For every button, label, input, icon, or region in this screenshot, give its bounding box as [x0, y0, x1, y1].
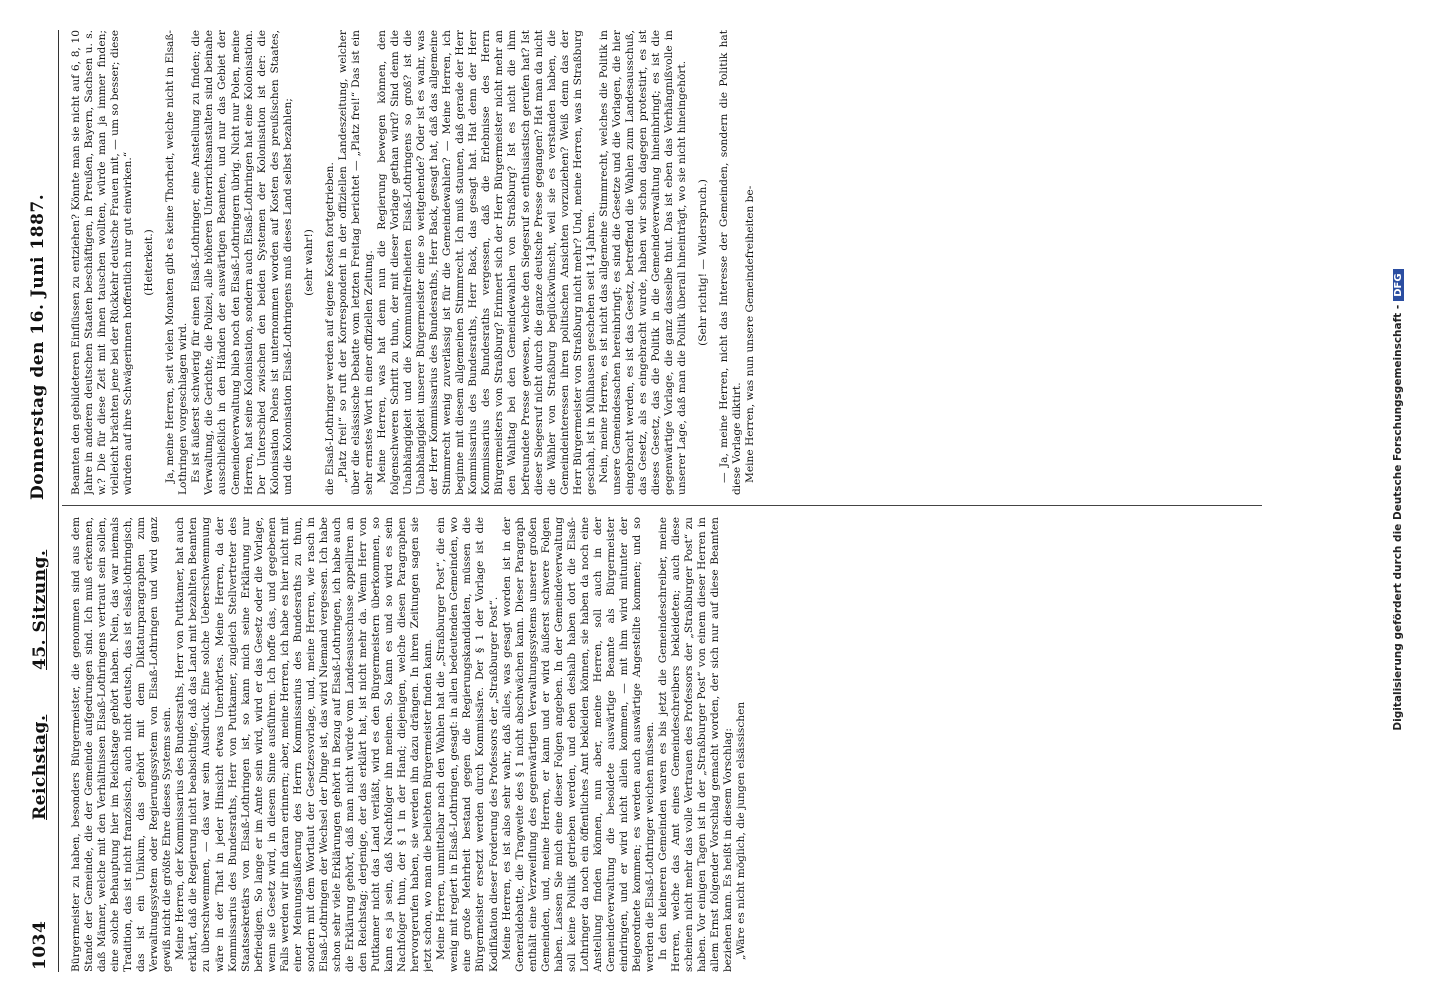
right-column [70, 30, 1250, 495]
dfg-logo: DFG [1393, 269, 1404, 300]
paragraph: Meine Herren, es ist also sehr wahr, daß alles, was gesagt worden ist in der Generaldebatte, die Tragweite des § 1 nicht abschwächen kann. Dieser Paragraph enthält eine Verzweiflung des gegenwärtigen Verwaltungssystems unserer großen Gemeinden, und, meine Herren, er kann und er wird äußerst schwere Folgen haben. Lassen Sie mich eine dieser Folgen angeben. In der Gemeindeverwaltung soll keine Politik getrieben werden, und eben deshalb haben dort die Elsaß-Lothringer da noch ein öffentliches Amt bekleiden können, sie haben da noch eine Anstellung finden können, nun aber, meine Herren, soll auch in der Gemeindeverwaltung die besoldete auswärtige Beamte als Bürgermeister eindringen, und er wird nicht allein kommen, — mit ihm wird mitunter der Beigeordnete kommen; es werden auch auswärtige Angestellte kommen; und so werden die Elsaß-Lothringer weichen müssen. [500, 517, 657, 972]
paragraph: — Ja, meine Herren, nicht das Interesse der Gemeinden, sondern die Politik hat diese Vorlage diktirt. [718, 30, 744, 495]
header-session: 45. Sitzung. [30, 549, 50, 670]
paragraph: die Elsaß-Lothringer werden auf eigene Kosten fortgetrieben. [323, 162, 336, 495]
stage-direction: (sehr wahr!) [302, 229, 315, 296]
page-header [22, 30, 62, 970]
paragraph: „Platz frei!“ so ruft der Korrespondent in der offiziellen Landeszeitung, welcher über die elsässische Debatte vom letzten Freitag berichtet — „Platz frei!“ Das ist ein sehr ernstes Wort in einer offiziellen Zeitung. [336, 30, 375, 495]
quote-paragraph: Beamten den gebildeteren Einflüssen zu entziehen? Könnte man sie nicht auf 6, 8, 10 Jahre in anderen deutschen Staaten beschäftigen, in Preußen, Bayern, Sachsen u. s. w.? Die für diese Zeit mit ihnen tauschen wollten, würde man ja immer finden; vielleicht brächten jene bei der Rückkehr deutsche Frauen mit, — um so besser; diese würden auf ihre Schwägerinnen hoffentlich nur gut einwirken.“ [70, 30, 135, 495]
paragraph: Meine Herren, was nun unsere Gemeindefreiheiten be- [744, 185, 757, 483]
stage-direction: (Heiterkeit.) [143, 229, 156, 296]
paragraph: Ja, meine Herren, seit vielen Monaten gibt es keine Thorheit, welche nicht in Elsaß-Lothringen vorgeschlagen wird. [164, 30, 190, 495]
paragraph: Nein, meine Herren, es ist nicht das allgemeine Stimmrecht, welches die Politik in unsere Gemeindesachen hereinbringt; es sind die Gesetze und die Vorlagen, die hier eingebracht werden, es ist das Gesetz, betreffend die Wahlen zum Landesausschuß, das Gesetz, als es eingebracht wurde, haben wir schon dagegen protestirt, es ist dieses Gesetz, das die Politik in die Gemeindeverwaltung hineinbringt; es ist die gegenwärtige Vorlage, die ganz dasselbe thut. Das ist eben das Verhängnißvolle in unserer Lage, daß man die Politik überall hineinträgt, wo sie nicht hineingehört. [597, 30, 689, 495]
paragraph: Es ist äußerst schwierig für einen Elsaß-Lothringer, eine Anstellung zu finden; die Verwaltung, die Gerichte, die Polizei, alle höheren Unterrichtsanstalten sind beinahe ausschließlich in den Händen der auswärtigen Beamten, und nur das Gebiet der Gemeindeverwaltung blieb noch den Elsaß-Lothringern übrig. Nicht nur Polen, meine Herren, hat seine Kolonisation, sondern auch Elsaß-Lothringen hat eine Kolonisation. Der Unterschied zwischen den beiden Systemen der Kolonisation ist der: die Kolonisation Polens ist unternommen worden auf Kosten des preußischen Staates, und die Kolonisation Elsaß-Lothringens muß dieses Land selbst bezahlen; [190, 30, 294, 495]
credit-text: Digitalisierung gefördert durch die Deutsche Forschungsgemeinschaft - [1392, 304, 1404, 731]
digitization-credit [1392, 20, 1404, 980]
header-body-name: Reichstag. [30, 714, 50, 820]
paragraph: Meine Herren, was hat denn nun die Regierung bewegen können, den folgenschweren Schritt zu thun, der mit dieser Vorlage gethan wird? Sind denn die Unabhängigkeit und die Kommunalfreiheiten Elsaß-Lothringens so groß? ist die Unabhängigkeit unserer Bürgermeister eine so weitgehende? Oder ist es wahr, was der Herr Kommissarius des Bundesraths, Herr Back, gesagt hat, daß das allgemeine Stimmrecht wenig zuverlässig ist für die Gemeindewahlen? — Meine Herren, ich beginne mit diesem allgemeinen Stimmrecht. Ich muß staunen, daß gerade der Herr Kommissarius des Bundesraths, Herr Back, das gesagt hat. Hat denn der Herr Kommissarius des Bundesraths vergessen, daß die Erlebnisse des Herrn Bürgermeisters von Straßburg? Erinnert sich der Herr Bürgermeister nicht mehr an den Wahltag bei den Gemeindewahlen von Straßburg? Ist es nicht die ihm befreundete Presse gewesen, welche den Siegesruf so enthusiastisch gerufen hat? Ist dieser Siegesruf nicht durch die ganze deutsche Presse gegangen? Hat man da nicht die Wähler von Straßburg beglückwünscht, weil sie es verstanden haben, die Gemeindeinteressen ihren politischen Ansichten vorzuziehen? Weiß denn das der Herr Bürgermeister von Straßburg nicht mehr? Und, meine Herren, was in Straßburg geschah, ist in Mülhausen geschehen seit 14 Jahren. [375, 30, 597, 495]
quote-paragraph: „Wäre es nicht möglich, die jungen elsässischen [735, 701, 748, 960]
paragraph: In den kleineren Gemeinden waren es bis jetzt die Gemeindeschreiber, meine Herren, welche das Amt eines Gemeindeschreibers bekleideten; auch diese scheinen nicht mehr das volle Vertrauen des Professors der „Straßburger Post“ zu haben. Vor einigen Tagen ist in der „Straßburger Post“ von einem dieser Herren in allem Ernst folgender Vorschlag gemacht worden, der sich nur auf diese Beamten beziehen kann. Es heißt in diesem Vorschlag: [657, 517, 735, 972]
column-divider [62, 505, 1262, 506]
header-date: Donnerstag den 16. Juni 1887. [28, 193, 48, 500]
page-number: 1034 [30, 920, 50, 970]
paragraph: Meine Herren, unmittelbar nach den Wahlen hat die „Straßburger Post“, die ein wenig mit regiert in Elsaß-Lothringen, gesagt: in allen bedeutenden Gemeinden, wo eine große Mehrheit bestand gegen die Regierungskandidaten, müssen die Bürgermeister ersetzt werden durch Kommissäre. Der § 1 der Vorlage ist die Kodifikation dieser Forderung des Professors der „Straßburger Post“. [435, 517, 500, 972]
paragraph: Bürgermeister zu haben, besonders Bürgermeister, die genommen sind aus dem Stande der Gemeinde, die der Gemeinde aufgedrungen sind. Ich muß erkennen, daß Männer, welche mit den Verhältnissen Elsaß-Lothringens vertraut sein sollen, eine solche Behauptung hier im Reichstage gehört haben. Nein, das war niemals Tradition, das ist nicht französisch, auch nicht deutsch, das ist elsaß-lothringisch, das ist ein Unikum, das gehört mit dem Diktaturparagraphen zum Verwaltungssystem oder Regierungssystem von Elsaß-Lothringen und wird ganz gewiß nicht die größte Ehre dieses Systems sein. [70, 517, 174, 972]
header-rule [58, 30, 59, 972]
paragraph: Meine Herren, der Kommissarius des Bundesraths, Herr von Puttkamer, hat auch erklärt, daß die Regierung nicht beabsichtige, daß das Land mit bezahlten Beamten zu überschwemmen, — das war sein Ausdruck. Eine solche Ueberschwemmung wäre in der That in jeder Hinsicht etwas Unerhörtes. Meine Herren, da der Kommissarius des Bundesraths, Herr von Puttkamer, zugleich Stellvertreter des Staatssekretärs von Elsaß-Lothringen ist, so kann mich seine Erklärung nur befriedigen. So lange er im Amte sein wird, wird er das Gesetz oder die Vorlage, wenn sie Gesetz wird, in diesem Sinne ausführen. Ich hoffe das, und gegebenen Falls werden wir ihn daran erinnern; aber, meine Herren, ich habe es hier nicht mit einer Meinungsäußerung des Herrn Kommissarius des Bundesraths zu thun, sondern mit dem Wortlaut der Gesetzesvorlage, und, meine Herren, wie rasch in Elsaß-Lothringen der Wechsel der Dinge ist, das wird Niemand vergessen. Ich habe schon sehr viele Erklärungen gehört in Bezug auf Elsaß-Lothringen, ich habe auch die Erklärung gehört, daß man nicht würde vom Landesausschusse appelliren an den Reichstag; derjenige, der das erklärt hat, ist nicht mehr da. Wenn Herr von Puttkamer nicht das Land verläßt, wird es den Bürgermeistern überkommen, so kann es ja sein, daß Nachfolger ihn meinen. So kann es und so wird es sein Nachfolger thun, der § 1 in der Hand; diejenigen, welche diesen Paragraphen hervorgerufen haben, sie werden ihn dazu drängen. In ihren Zeitungen sagen sie jetzt schon, wo man die beliebten Bürgermeister finden kann. [174, 517, 435, 972]
stage-direction: (Sehr richtig! — Widerspruch.) [697, 179, 710, 346]
left-column [70, 517, 1245, 972]
